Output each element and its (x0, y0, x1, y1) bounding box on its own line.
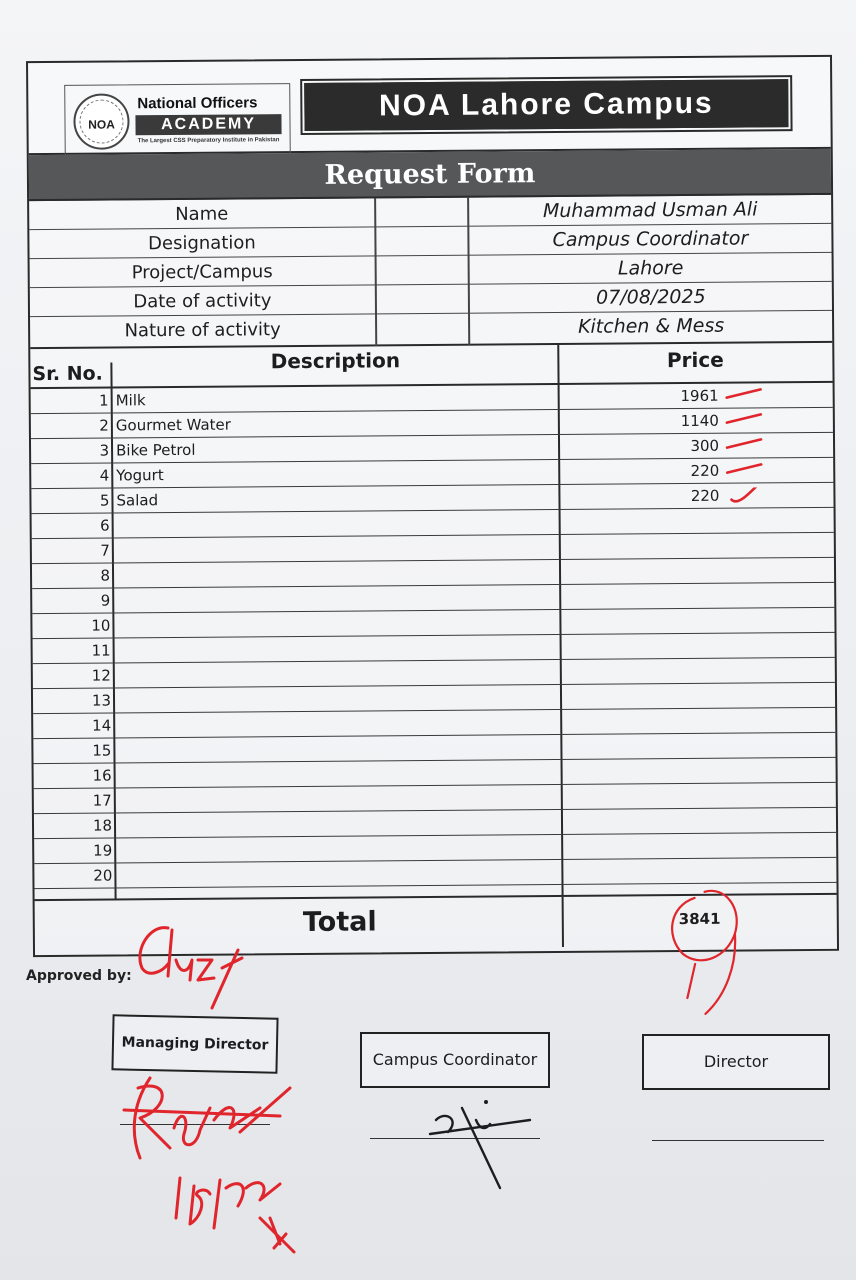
info-label: Name (175, 203, 229, 225)
row-price: 1140 (680, 411, 719, 431)
row-sr-number: 14 (92, 716, 112, 735)
request-form (26, 55, 839, 957)
check-mark-icon (725, 437, 765, 453)
row-price (561, 659, 721, 660)
info-label: Date of activity (133, 290, 272, 313)
info-value: 07/08/2025 (596, 285, 706, 309)
row-description: Yogurt (116, 466, 164, 485)
row-description: Gourmet Water (115, 415, 231, 435)
check-mark-icon (725, 487, 765, 503)
director-signature-line (652, 1140, 824, 1141)
row-price (562, 834, 722, 835)
total-label: Total (302, 906, 377, 939)
campus-coordinator-signature (420, 1080, 540, 1190)
info-label: Nature of activity (124, 319, 281, 342)
row-description: Bike Petrol (116, 440, 196, 460)
director-box (642, 1034, 830, 1090)
logo-tagline: The Largest CSS Preparatory Institute in Pakistan (137, 137, 280, 145)
campus-banner (304, 79, 788, 131)
row-sr-number: 4 (99, 466, 110, 485)
row-sr-number: 5 (99, 491, 110, 510)
row-sr-number: 3 (99, 441, 110, 460)
row-sr-number: 8 (100, 566, 111, 585)
director-label: Director (703, 1052, 769, 1071)
row-sr-number: 13 (91, 691, 112, 710)
noa-seal-icon (73, 93, 129, 149)
row-price (562, 859, 722, 860)
row-sr-number: 6 (100, 516, 110, 535)
campus-coordinator-label: Campus Coordinator (372, 1050, 538, 1069)
header-price: Price (666, 347, 724, 373)
info-value: Kitchen & Mess (577, 314, 725, 338)
row-sr-number: 9 (100, 591, 111, 610)
row-price (560, 509, 720, 510)
row-price (561, 734, 721, 735)
row-price (561, 634, 721, 635)
row-sr-number: 7 (100, 541, 110, 560)
info-value: Campus Coordinator (552, 227, 749, 252)
form-header (28, 57, 831, 155)
approved-by-label: Approved by: (26, 968, 132, 984)
header-sr: Sr. No. (32, 362, 103, 386)
check-mark-icon (725, 462, 765, 478)
row-price (562, 809, 722, 810)
info-label: Project/Campus (131, 261, 273, 284)
managing-director-label: Managing Director (121, 1034, 269, 1054)
total-circle-mark (664, 876, 745, 1027)
row-price: 220 (690, 486, 720, 505)
row-sr-number: 12 (91, 666, 111, 685)
row-price (562, 759, 722, 760)
form-title-band (29, 149, 831, 201)
row-description: Salad (116, 491, 159, 510)
row-price (560, 584, 720, 585)
form-title: Request Form (324, 158, 536, 191)
total-value: 3841 (678, 909, 721, 929)
row-price (561, 709, 721, 710)
check-mark-icon (725, 387, 765, 403)
row-sr-number: 19 (93, 841, 113, 860)
row-sr-number: 15 (92, 741, 112, 760)
row-sr-number: 11 (91, 641, 111, 660)
row-price (562, 784, 722, 785)
row-description: Milk (115, 391, 146, 410)
row-price (560, 559, 720, 560)
check-mark-icon (725, 412, 765, 428)
logo-mark: NOA (88, 117, 115, 132)
row-price: 220 (690, 461, 720, 480)
row-sr-number: 18 (92, 816, 113, 835)
managing-director-box (111, 1014, 278, 1073)
items-rows (31, 383, 837, 889)
row-sr-number: 17 (92, 791, 112, 810)
info-value: Muhammad Usman Ali (542, 198, 758, 223)
row-price (561, 684, 721, 685)
info-label: Designation (148, 232, 256, 255)
campus-title: NOA Lahore Campus (378, 86, 714, 123)
approver-signature (128, 920, 268, 1010)
row-sr-number: 2 (99, 416, 109, 435)
managing-director-signature (110, 1068, 310, 1268)
row-sr-number: 10 (91, 616, 111, 635)
noa-logo (64, 83, 291, 157)
row-sr-number: 1 (99, 391, 109, 410)
row-sr-number: 20 (93, 866, 113, 885)
row-sr-number: 16 (92, 766, 112, 785)
logo-title: National Officers (137, 94, 258, 113)
row-price: 1961 (680, 386, 719, 406)
items-header (30, 343, 832, 389)
header-description: Description (270, 348, 401, 374)
row-price (560, 609, 720, 610)
info-table (29, 195, 832, 349)
info-value: Lahore (617, 257, 684, 280)
logo-academy: ACADEMY (135, 114, 281, 135)
row-price (560, 534, 720, 535)
row-price: 300 (690, 436, 720, 455)
